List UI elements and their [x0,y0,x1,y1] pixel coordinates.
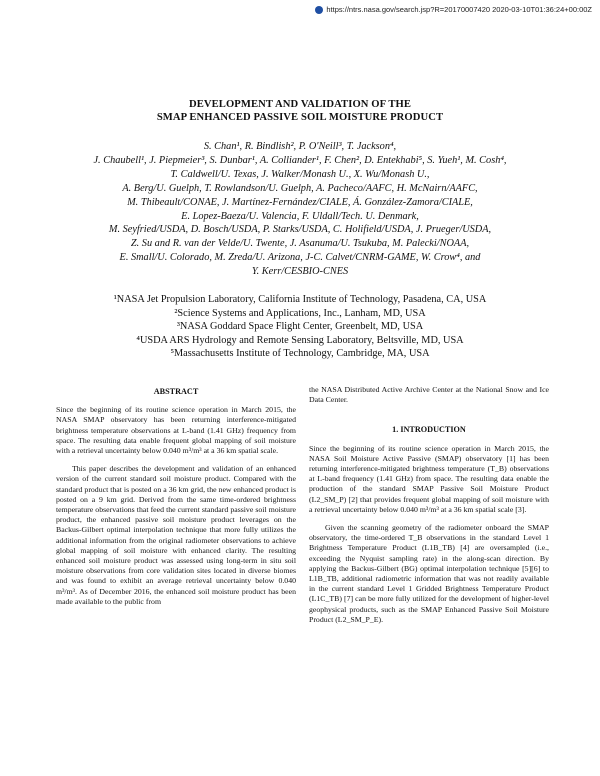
affiliation-line: ⁵Massachusetts Institute of Technology, Cambridge, MA, USA [170,348,430,360]
right-column [309,385,549,625]
affiliation-line: ²Science Systems and Applications, Inc., Lanham, MD, USA [174,307,426,319]
introduction-heading: 1. INTRODUCTION [392,425,466,435]
author-line: Z. Su and R. van der Velde/U. Twente, J. Asanuma/U. Tsukuba, M. Palecki/NOAA, [130,238,470,250]
affiliation-line: ¹NASA Jet Propulsion Laboratory, California Institute of Technology, Pasadena, CA, USA [113,294,487,305]
abstract-heading: ABSTRACT [153,387,199,396]
author-line: A. Berg/U. Guelph, T. Rowlandson/U. Guelph, A. Pacheco/AAFC, H. McNairn/AAFC, [122,182,478,194]
author-line: E. Small/U. Colorado, M. Zreda/U. Arizona, J-C. Calvet/CNRM-GAME, W. Crow⁴, and [119,252,481,264]
source-url-stamp [315,5,592,14]
author-line: M. Seyfried/USDA, D. Bosch/USDA, P. Starks/USDA, C. Holifield/USDA, J. Prueger/USDA, [108,224,492,236]
abstract-paragraph-1: Since the beginning of its routine science operation in March 2015, the NASA SMAP observatory has been returning interference-mitigated brightness temperature observations at L-band (1.41 GHz) frequency from space. The resulting data enable frequent global mapping of soil moisture with a retrieval uncertainty below 0.040 m³/m³ at a 36 km spatial scale. [56,405,296,456]
abstract-paragraph-2: This paper describes the development and validation of an enhanced version of the current standard soil moisture product. Compared with the standard product that is posted on a 36 km grid, the new enhanced product is posted on a 9 km grid. Derived from the same time-ordered brightness temperature observations that feed the current standard passive soil moisture product, the enhanced passive soil moisture product leverages on the Backus-Gilbert optimal interpolation technique that more fully utilizes the additional information from the original radiometer observations to achieve global mapping of soil moisture with enhanced clarity. The resulting enhanced soil moisture product was assessed using long-term in situ soil moisture observations from core validation sites located in diverse biomes and was found to exhibit an average retrieval uncertainty below 0.040 m³/m³. As of December 2016, the enhanced soil moisture product has been made available to the public from [56,464,296,606]
author-line: M. Thibeault/CONAE, J. Martínez-Fernández/CIALE, Á. González-Zamora/CIALE, [127,196,473,208]
paper-title [0,98,600,124]
author-line: T. Caldwell/U. Texas, J. Walker/Monash U., X. Wu/Monash U., [170,168,430,180]
source-url-text: https://ntrs.nasa.gov/search.jsp?R=20170007420 2020-03-10T01:36:24+00:00Z [326,5,592,14]
title-line-1: DEVELOPMENT AND VALIDATION OF THE [188,99,412,110]
intro-paragraph-1: Since the beginning of its routine science operation in March 2015, the NASA Soil Moisture Active Passive (SMAP) observatory [1] has been returning interference-mitigated brightness temperature (T_B) observations at L-band frequency (1.41 GHz) from space. The resulting data enable the production of the standard SMAP Passive Soil Moisture Product (L2_SM_P) [2] that provides frequent global mapping of soil moisture with a retrieval uncertainty below 0.040 m³/m³ at a 36 km spatial scale [3]. [309,443,549,514]
author-line: E. Lopez-Baeza/U. Valencia, F. Uldall/Tech. U. Denmark, [181,210,419,222]
affiliation-list [40,293,560,361]
author-line: S. Chan¹, R. Bindlish², P. O'Neill³, T. Jackson⁴, [203,141,397,152]
author-line: J. Chaubell¹, J. Piepmeier³, S. Dunbar¹, A. Colliander¹, F. Chen², D. Entekhabi⁵, S. Yueh¹, M. Cosh⁴, [93,154,507,166]
intro-paragraph-2: Given the scanning geometry of the radiometer onboard the SMAP observatory, the time-ordered T_B observations in the standard Level 1 Brightness Temperature Product (L1B_TB) [4] are oversampled (i.e., exceeding the Nyquist sampling rate) in the along-scan direction. By applying the Backus-Gilbert (BG) optimal interpolation technique [5][6] to L1B_TB, additional radiometric information that was not readily available in the current standard Level 1 Gridded Brightness Temperature Product (L1C_TB) [7] can be more fully utilized for the development of higher-level geophysical products, such as the SMAP Enhanced Passive Soil Moisture Product (L2_SM_P_E). [309,523,549,624]
author-line: Y. Kerr/CESBIO-CNES [251,266,349,278]
abstract-continuation: the NASA Distributed Active Archive Center at the National Snow and Ice Data Center. [309,385,549,405]
affiliation-line: ⁴USDA ARS Hydrology and Remote Sensing Laboratory, Beltsville, MD, USA [136,334,464,346]
nasa-ntrs-logo-icon [315,6,323,14]
left-column [56,385,296,607]
affiliation-line: ³NASA Goddard Space Flight Center, Greenbelt, MD, USA [176,321,424,333]
title-line-2: SMAP ENHANCED PASSIVE SOIL MOISTURE PRODUCT [156,112,444,123]
author-list [40,140,560,279]
